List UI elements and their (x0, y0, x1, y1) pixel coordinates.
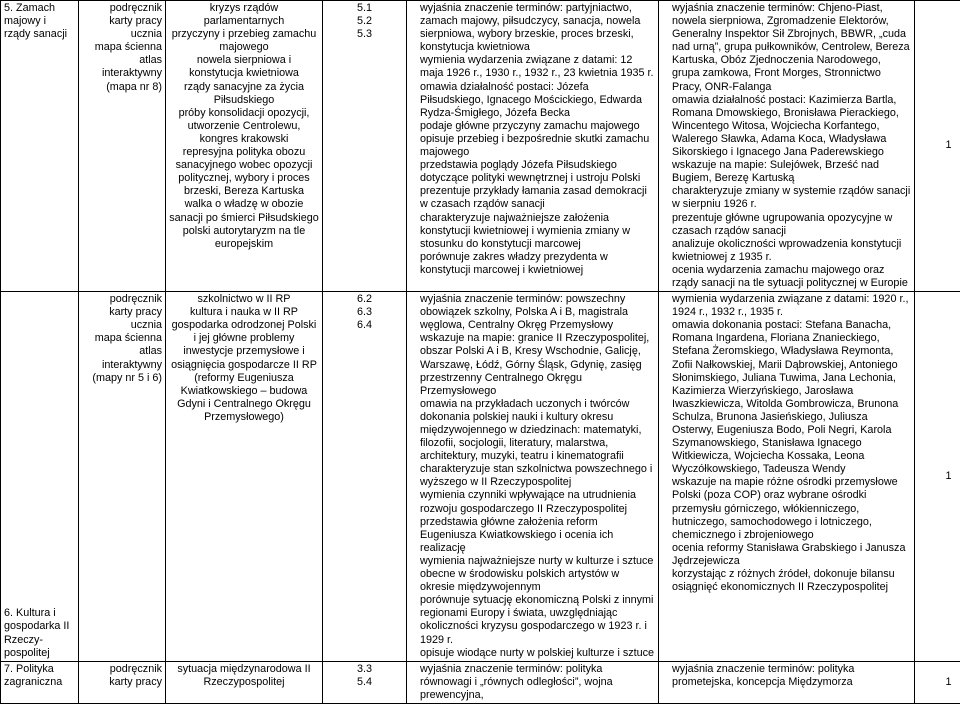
content-item: walka o władzę w obozie sanacji po śmierci Piłsudskiego (169, 198, 319, 224)
requirement-item: charakteryzuje stan szkolnictwa powszechnego i wyższego w II Rzeczypospolitej (410, 463, 655, 489)
materials-cell (79, 292, 166, 662)
materials-cell (79, 1, 166, 292)
content-item: kryzys rządów parlamentarnych (169, 2, 319, 28)
content-item: inwestycje przemysłowe i osiągnięcia gospodarcze II RP (reformy Eugeniusza Kwiatkowskiego – budowa Gdyni i Centralnego Okręgu Przemysłowego) (169, 345, 319, 424)
requirement-item: wskazuje na mapie: granice II Rzeczypospolitej, obszar Polski A i B, Kresy Wschodnie, Galicję, Warszawę, Łódź, Górny Śląsk, Gdynię, zasięg przestrzenny Centralnego Okręgu Przemysłowego (410, 332, 655, 397)
requirement-item: porównuje sytuację ekonomiczną Polski z innymi regionami Europy i świata, uwzględniając okoliczności kryzysu gospodarczego w 1923 r. i 1929 r. (410, 594, 655, 646)
topic-cell (1, 1, 79, 292)
hours-cell (915, 661, 960, 703)
table-row (1, 292, 960, 662)
ref-item: 5.3 (326, 28, 403, 41)
table-row (1, 1, 960, 292)
extended-requirements-cell (659, 292, 915, 662)
material-item: atlas (82, 54, 162, 67)
content-item: sytuacja międzynarodowa II Rzeczypospolitej (169, 663, 319, 689)
material-item: mapa ścienna (82, 41, 162, 54)
requirement-item: charakteryzuje najważniejsze założenia konstytucji kwietniowej i wymienia zmiany w stosunku do konstytucji marcowej (410, 212, 655, 251)
content-item: szkolnictwo w II RP (169, 293, 319, 306)
material-item: ucznia (82, 28, 162, 41)
requirement-item: omawia dokonania postaci: Stefana Banacha, Romana Ingardena, Floriana Znanieckiego, Stefana Żeromskiego, Władysława Reymonta, Zofii Nałkowskiej, Marii Dąbrowskiej, Antoniego Słonimskiego, Juliana Tuwima, Jana Lechonia, Kazimierza Wierzyńskiego, Jarosława Iwaszkiewicza, Witolda Gombrowicza, Brunona Schulza, Brunona Jasieńskiego, Juliusza Osterwy, Eugeniusza Bodo, Poli Negri, Karola Szymanowskiego, Stanisława Ignacego Witkiewicza, Wojciecha Kossaka, Leona Wyczółkowskiego, Tadeusza Wendy (662, 319, 911, 476)
material-item: podręcznik (82, 663, 162, 676)
requirement-item: wyjaśnia znaczenie terminów: polityka prometejska, koncepcja Międzymorza (662, 663, 911, 689)
material-item: karty pracy (82, 676, 162, 689)
requirement-item: prezentuje przykłady łamania zasad demokracji w czasach rządów sanacji (410, 185, 655, 211)
content-cell (166, 1, 323, 292)
content-item: represyjna polityka obozu sanacyjnego wobec opozycji politycznej, wybory i proces brzeski, Bereza Kartuska (169, 146, 319, 198)
requirement-item: wskazuje na mapie: Sulejówek, Brześć nad Bugiem, Berezę Kartuską (662, 159, 911, 185)
ref-item: 6.3 (326, 306, 403, 319)
requirement-item: ocenia wydarzenia zamachu majowego oraz rządy sanacji na tle sytuacji politycznej w Europie (662, 264, 911, 290)
ref-item: 6.4 (326, 319, 403, 332)
material-item: interaktywny (82, 67, 162, 80)
material-item: (mapy nr 5 i 6) (82, 372, 162, 385)
refs-cell (323, 292, 407, 662)
extended-requirements-cell (659, 1, 915, 292)
basic-requirements-cell (407, 1, 659, 292)
requirement-item: opisuje wiodące nurty w polskiej kulturze i sztuce (410, 647, 655, 660)
requirement-item: wskazuje na mapie różne ośrodki przemysłowe Polski (poza COP) oraz wybrane ośrodki przemysłu górniczego, włókienniczego, hutniczego, samochodowego i lotniczego, chemicznego i zbrojeniowego (662, 476, 911, 541)
requirement-item: opisuje przebieg i bezpośrednie skutki zamachu majowego (410, 133, 655, 159)
ref-item: 3.3 (326, 663, 403, 676)
topic-cell (1, 292, 79, 662)
requirement-item: wyjaśnia znaczenie terminów: polityka równowagi i „równych odległości”, wojna prewencyjna, (410, 663, 655, 702)
requirement-item: wymienia wydarzenia związane z datami: 1920 r., 1924 r., 1932 r., 1935 r. (662, 293, 911, 319)
requirement-item: przedstawia główne założenia reform Eugeniusza Kwiatkowskiego i ocenia ich realizację (410, 516, 655, 555)
requirement-item: omawia działalność postaci: Kazimierza Bartla, Romana Dmowskiego, Bronisława Pierackiego, Wincentego Witosa, Wojciecha Korfantego, Walerego Sławka, Adama Koca, Władysława Sikorskiego i Ignacego Jana Paderewskiego (662, 94, 911, 159)
extended-requirements-cell (659, 661, 915, 703)
requirement-item: przedstawia poglądy Józefa Piłsudskiego dotyczące polityki wewnętrznej i ustroju Polski (410, 159, 655, 185)
ref-item: 5.4 (326, 676, 403, 689)
requirement-item: korzystając z różnych źródeł, dokonuje bilansu osiągnięć ekonomicznych II Rzeczypospolitej (662, 568, 911, 594)
content-item: nowela sierpniowa i konstytucja kwietniowa (169, 54, 319, 80)
content-item: rządy sanacyjne za życia Piłsudskiego (169, 81, 319, 107)
hours-value: 1 (945, 470, 951, 482)
refs-cell (323, 1, 407, 292)
requirement-item: podaje główne przyczyny zamachu majowego (410, 120, 655, 133)
content-cell (166, 661, 323, 703)
topic-title: 7. Polityka zagraniczna (4, 663, 62, 688)
content-item: kultura i nauka w II RP (169, 306, 319, 319)
requirement-item: wyjaśnia znaczenie terminów: partyjniactwo, zamach majowy, piłsudczycy, sanacja, nowela sierpniowa, wybory brzeskie, proces brzeski, konstytucja kwietniowa (410, 2, 655, 54)
hours-cell (915, 292, 960, 662)
topic-title: 5. Zamach majowy i rządy sanacji (4, 2, 67, 40)
material-item: karty pracy (82, 15, 162, 28)
basic-requirements-cell (407, 661, 659, 703)
table-row (1, 661, 960, 703)
material-item: atlas (82, 345, 162, 358)
material-item: (mapa nr 8) (82, 81, 162, 94)
ref-item: 6.2 (326, 293, 403, 306)
topic-title: 6. Kultura i gospodarka II Rzeczy-pospolitej (4, 607, 69, 658)
material-item: mapa ścienna (82, 332, 162, 345)
hours-value: 1 (945, 139, 951, 151)
requirement-item: omawia działalność postaci: Józefa Piłsudskiego, Ignacego Mościckiego, Edwarda Rydza-Śmigłego, Józefa Becka (410, 81, 655, 120)
requirement-item: ocenia reformy Stanisława Grabskiego i Janusza Jędrzejewicza (662, 542, 911, 568)
ref-item: 5.2 (326, 15, 403, 28)
requirement-item: wymienia czynniki wpływające na utrudnienia rozwoju gospodarczego II Rzeczypospolitej (410, 489, 655, 515)
refs-cell (323, 661, 407, 703)
hours-value: 1 (945, 676, 951, 688)
ref-item: 5.1 (326, 2, 403, 15)
content-item: polski autorytaryzm na tle europejskim (169, 225, 319, 251)
requirement-item: omawia na przykładach uczonych i twórców dokonania polskiej nauki i kultury okresu międzywojennego w dziedzinach: matematyki, filozofii, socjologii, literatury, malarstwa, architektury, muzyki, teatru i kinematografii (410, 398, 655, 463)
requirement-item: wymienia najważniejsze nurty w kulturze i sztuce obecne w środowisku polskich artystów w okresie międzywojennym (410, 555, 655, 594)
material-item: karty pracy (82, 306, 162, 319)
content-cell (166, 292, 323, 662)
basic-requirements-cell (407, 292, 659, 662)
material-item: interaktywny (82, 359, 162, 372)
material-item: podręcznik (82, 2, 162, 15)
requirement-item: charakteryzuje zmiany w systemie rządów sanacji w sierpniu 1926 r. (662, 185, 911, 211)
material-item: ucznia (82, 319, 162, 332)
topic-cell (1, 661, 79, 703)
requirement-item: analizuje okoliczności wprowadzenia konstytucji kwietniowej z 1935 r. (662, 238, 911, 264)
requirement-item: wyjaśnia znaczenie terminów: powszechny obowiązek szkolny, Polska A i B, magistrala węglowa, Centralny Okręg Przemysłowy (410, 293, 655, 332)
material-item: podręcznik (82, 293, 162, 306)
requirement-item: wyjaśnia znaczenie terminów: Chjeno-Piast, nowela sierpniowa, Zgromadzenie Elektorów, Generalny Inspektor Sił Zbrojnych, BBWR, „cuda nad urną”, grupa pułkowników, Centrolew, Bereza Kartuska, Obóz Zjednoczenia Narodowego, grupa zamkowa, Front Morges, Stronnictwo Pracy, ONR-Falanga (662, 2, 911, 94)
requirement-item: porównuje zakres władzy prezydenta w konstytucji marcowej i kwietniowej (410, 251, 655, 277)
requirement-item: wymienia wydarzenia związane z datami: 12 maja 1926 r., 1930 r., 1932 r., 23 kwietnia 1935 r. (410, 54, 655, 80)
hours-cell (915, 1, 960, 292)
requirement-item: prezentuje główne ugrupowania opozycyjne w czasach rządów sanacji (662, 212, 911, 238)
content-item: gospodarka odrodzonej Polski i jej główne problemy (169, 319, 319, 345)
content-item: przyczyny i przebieg zamachu majowego (169, 28, 319, 54)
content-item: próby konsolidacji opozycji, utworzenie Centrolewu, kongres krakowski (169, 107, 319, 146)
materials-cell (79, 661, 166, 703)
